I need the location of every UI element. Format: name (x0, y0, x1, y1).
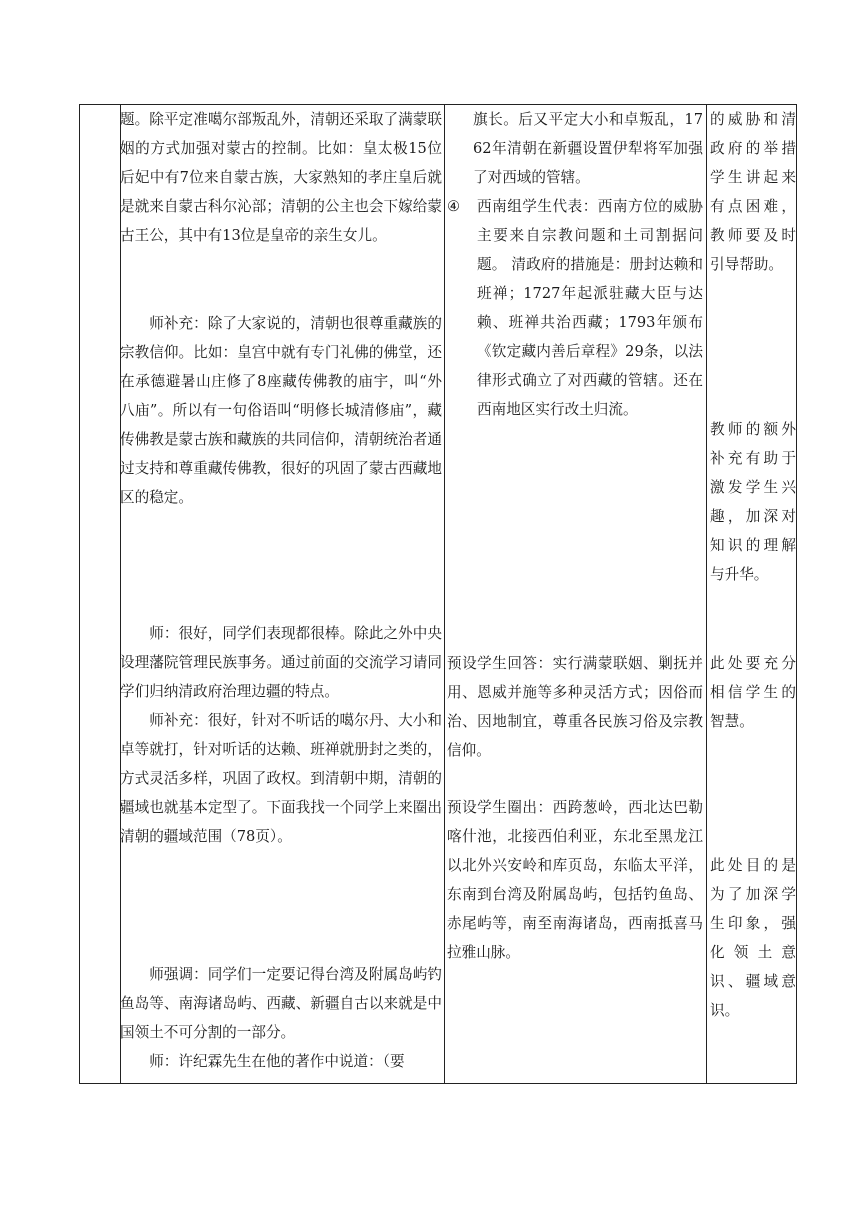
student-paragraph: 旗长。后又平定大小和卓叛乱，1762年清朝在新疆设置伊犁将军加强了对西域的管辖。 (473, 111, 703, 186)
intent-paragraph: 此处要充分相信学生的智慧。 (710, 655, 796, 730)
teacher-activity-cell (120, 105, 442, 1083)
teacher-paragraph: 师补充：除了大家说的，清朝也很尊重藏族的宗教信仰。比如：皇宫中就有专门礼佛的佛堂，还在承德避暑山庄修了8座藏传佛教的庙宇，叫“外八庙”。所以有一句俗语叫“明修长城清修庙”，藏传佛教是蒙古族和藏族的共同信仰，清朝统治者通过支持和尊重藏传佛教，很好的巩固了蒙古西藏地区的稳定。 (120, 315, 442, 506)
column-divider (444, 105, 445, 1083)
lesson-plan-table (79, 104, 797, 1084)
design-intent-cell (710, 105, 796, 1083)
teacher-paragraph: 师：很好，同学们表现都很棒。除此之外中央设理藩院管理民族事务。通过前面的交流学习请同学们归纳清政府治理边疆的特点。 (120, 625, 442, 700)
intent-paragraph: 教师的额外补充有助于激发学生兴趣，加深对知识的理解与升华。 (710, 421, 796, 583)
teacher-paragraph: 师补充：很好，针对不听话的噶尔丹、大小和卓等就打，针对听话的达赖、班禅就册封之类的，方式灵活多样，巩固了政权。到清朝中期，清朝的疆域也就基本定型了。下面我找一个同学上来圈出清朝的疆域范围（78页）。 (120, 712, 442, 845)
intent-paragraph: 的威胁和清政府的举措学生讲起来有点困难，教师要及时引导帮助。 (710, 111, 796, 273)
student-activity-cell (447, 105, 703, 1083)
student-paragraph: 预设学生回答：实行满蒙联姻、剿抚并用、恩威并施等多种灵活方式；因俗而治、因地制宜，尊重各民族习俗及宗教信仰。 (447, 655, 703, 759)
teacher-paragraph: 师强调：同学们一定要记得台湾及附属岛屿钓鱼岛等、南海诸岛屿、西藏、新疆自古以来就是中国领土不可分割的一部分。 (120, 966, 442, 1041)
teacher-paragraph: 题。除平定准噶尔部叛乱外，清朝还采取了满蒙联姻的方式加强对蒙古的控制。比如：皇太极15位后妃中有7位来自蒙古族，大家熟知的孝庄皇后就是就来自蒙古科尔沁部；清朝的公主也会下嫁给蒙古王公，其中有13位是皇帝的亲生女儿。 (120, 111, 442, 244)
teacher-paragraph: 师：许纪霖先生在他的著作中说道：（要 (149, 1053, 405, 1070)
column-divider (706, 105, 707, 1083)
first-column-cell (80, 105, 120, 1083)
item-number: ④ (447, 198, 461, 215)
student-paragraph: 西南组学生代表：西南方位的威胁主要来自宗教问题和土司割据问题。 清政府的措施是：册封达赖和班禅；1727年起派驻藏大臣与达赖、班禅共治西藏；1793年颁布《钦定藏内善后章程》29条，以法律形式确立了对西藏的管辖。还在西南地区实行改土归流。 (477, 198, 703, 418)
intent-paragraph: 此处目的是为了加深学生印象，强化领土意识、疆域意识。 (710, 857, 796, 1019)
student-paragraph: 预设学生圈出：西跨葱岭，西北达巴勒喀什池，北接西伯利亚，东北至黑龙江以北外兴安岭和库页岛，东临太平洋，东南到台湾及附属岛屿，包括钓鱼岛、赤尾屿等，南至南海诸岛，西南抵喜马拉雅山脉。 (447, 799, 703, 961)
